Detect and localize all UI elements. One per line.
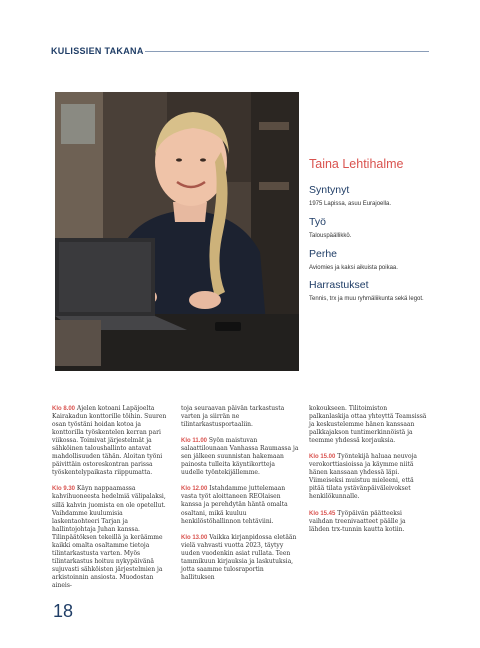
body-column-2: [181, 405, 299, 590]
info-heading: Työ: [309, 216, 326, 228]
entry-time: Klo 12.00: [181, 486, 208, 493]
timeline-entry: [181, 485, 299, 525]
entry-text: Vaikka kirjanpidossa eletään vielä vahvasti vuotta 2023, täytyy uuden vuodenkin asiat rullata. Teen tammikuun kirjauksia ja laskutuksia, jotta saamme tulosraportin hallituksen: [181, 533, 297, 581]
person-name: Taina Lehtihalme: [309, 157, 404, 171]
entry-time: Klo 9.30: [52, 486, 76, 493]
info-work: [309, 216, 439, 240]
entry-time: Klo 8.00: [52, 406, 76, 412]
info-text: Talouspäällikkö.: [309, 233, 352, 239]
header-divider: [145, 51, 429, 52]
timeline-entry: [309, 510, 427, 534]
entry-text: Käyn nappaamassa kahvihuoneesta hedelmiä välipalaksi, sillä kahvin juomista en ole opetellut. Vaihdamme kuulumisia laskentaohteeri Tarjan ja hallintojohtaja Juhan kanssa. Tilinpäätöksen tekeillä ja keräämme kaikki omalta osaltamme tietoja tilintarkastusta varten. Myös tilintarkastus hoituu nykypäivänä sujuvasti sähköisten järjestelmien ja arkistoinnin ansiosta. Muodostan aineis-: [52, 485, 166, 589]
entry-time: Klo 15.45: [309, 510, 336, 517]
page-number: 18: [53, 601, 74, 621]
portrait-photo: [55, 92, 299, 371]
info-text: Aviomies ja kaksi aikuista poikaa.: [309, 265, 398, 271]
info-heading: Perhe: [309, 248, 338, 260]
entry-text: Työntekijä haluaa neuvoja verokorttiasioissa ja käymme niitä hänen kanssaan yhdessä läpi. Viimeiseksi muistuu mieleeni, että pitää tilata ystävänpäiväleivokset henkilökunnalle.: [309, 453, 418, 501]
info-heading: Syntynyt: [309, 184, 350, 196]
timeline-entry: [181, 437, 299, 477]
entry-time: Klo 15.00: [309, 454, 336, 461]
info-born: [309, 184, 439, 208]
body-column-3: [309, 405, 427, 542]
entry-text: Syön maistuvan salaattilounaan Vanhassa Raumassa ja sen jälkeen suunnistan hakemaan painosta tulleita käyntikortteja uudelle työntekijällemme.: [181, 437, 299, 477]
entry-time: Klo 11.00: [181, 438, 208, 445]
section-label: KULISSIEN TAKANA: [51, 46, 144, 56]
info-text: 1975 Lapissa, asuu Eurajoella.: [309, 201, 392, 207]
entry-text: Istahdamme juttelemaan vasta työt aloittaneen REOlaisen kanssa ja perehdytän häntä omalta osaltani, mikä kuuluu henkilöstöhallinnon tehtäviini.: [181, 485, 288, 525]
entry-text: toja seuraavan päivän tarkastusta varten ja siirrän ne tilintarkastusportaaliin.: [181, 405, 285, 429]
entry-text: Työpäivän päätteeksi vaihdan treenivaatteet päälle ja lähden trx-tunnin kautta kotiin.: [309, 509, 406, 533]
info-heading: Harrastukset: [309, 279, 369, 291]
timeline-entry: [181, 405, 299, 429]
info-text: Tennis, trx ja muu ryhmäliikunta sekä legot.: [309, 296, 424, 302]
timeline-entry: [52, 405, 170, 477]
entry-text: Ajelen kotoani Lapäjoelta Kairakadun konttorille töihin. Suuren osan työstäni hoidan kotoa ja konttorilla työskentelen kerran pari viikossa. Toimivat järjestelmät ja sähköinen taloushallinto antavat mahdollisuuden tähän. Aloitan työni päivittäin ostoreskontran parissa työskentelypaikasta riippumatta.: [52, 405, 167, 477]
info-family: [309, 248, 439, 272]
entry-time: Klo 13.00: [181, 534, 208, 541]
info-hobbies: [309, 279, 439, 303]
timeline-entry: [181, 534, 299, 582]
timeline-entry: [309, 405, 427, 445]
timeline-entry: [52, 485, 170, 590]
body-column-1: [52, 405, 170, 598]
timeline-entry: [309, 453, 427, 501]
entry-text: kokoukseen. Tilitoimiston palkanlaskija ottaa yhteyttä Teamsissä ja keskustelemme hänen kanssaan palkkajakson tuntimerkinnöistä ja teemme yhdessä korjauksia.: [309, 405, 427, 445]
